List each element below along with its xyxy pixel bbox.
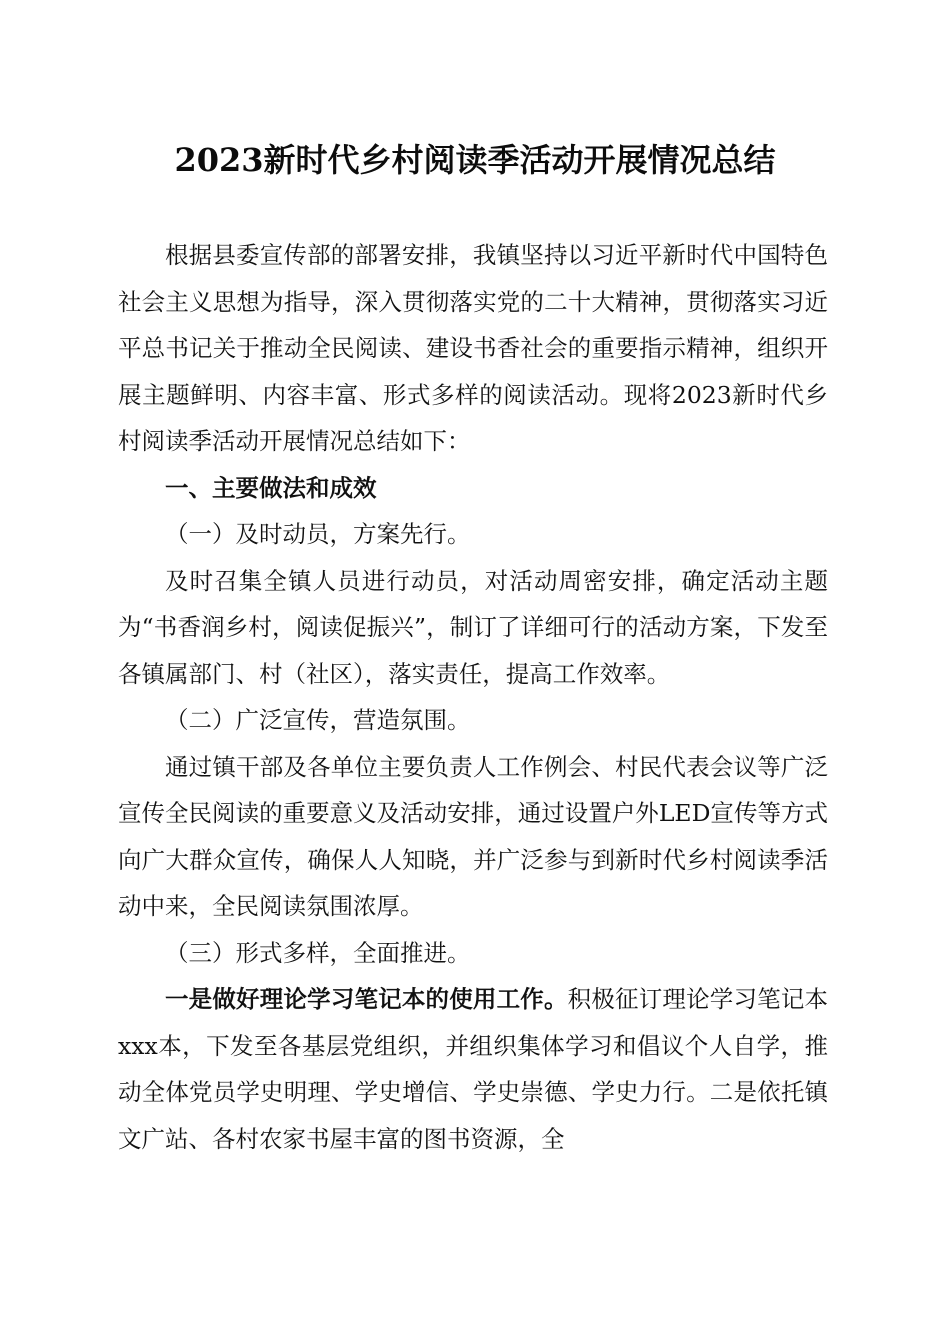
paragraph-text: 积极征订理论学习笔记本xxx本，下发至各基层党组织，并组织集体学习和倡议个人自学，推动全体党员学史明理、学史增信、学史崇德、学史力行。二是依托镇文广站、各村农家书屋丰富的图书资源，全	[118, 985, 829, 1153]
subsection-heading-3: （三）形式多样，全面推进。	[165, 938, 471, 967]
document-body	[118, 232, 828, 1162]
subsection-paragraph-2: 通过镇干部及各单位主要负责人工作例会、村民代表会议等广泛宣传全民阅读的重要意义及活动安排，通过设置户外LED宣传等方式向广大群众宣传，确保人人知晓，并广泛参与到新时代乡村阅读季活动中来，全民阅读氛围浓厚。	[118, 752, 828, 920]
document-title: 2023新时代乡村阅读季活动开展情况总结	[174, 141, 776, 179]
section-heading: 一、主要做法和成效	[165, 473, 377, 502]
subsection-paragraph-3	[118, 976, 828, 1162]
paragraph-lead: 一是做好理论学习笔记本的使用工作。	[165, 985, 568, 1013]
subsection-heading-1: （一）及时动员，方案先行。	[165, 520, 471, 548]
subsection-paragraph-1: 及时召集全镇人员进行动员，对活动周密安排，确定活动主题为“书香润乡村，阅读促振兴”，制订了详细可行的活动方案，下发至各镇属部门、村（社区），落实责任，提高工作效率。	[118, 566, 828, 688]
subsection-heading-2: （二）广泛宣传，营造氛围。	[165, 706, 471, 734]
intro-paragraph: 根据县委宣传部的部署安排，我镇坚持以习近平新时代中国特色社会主义思想为指导，深入贯彻落实党的二十大精神，贯彻落实习近平总书记关于推动全民阅读、建设书香社会的重要指示精神，组织开展主题鲜明、内容丰富、形式多样的阅读活动。现将2023新时代乡村阅读季活动开展情况总结如下：	[118, 241, 828, 455]
